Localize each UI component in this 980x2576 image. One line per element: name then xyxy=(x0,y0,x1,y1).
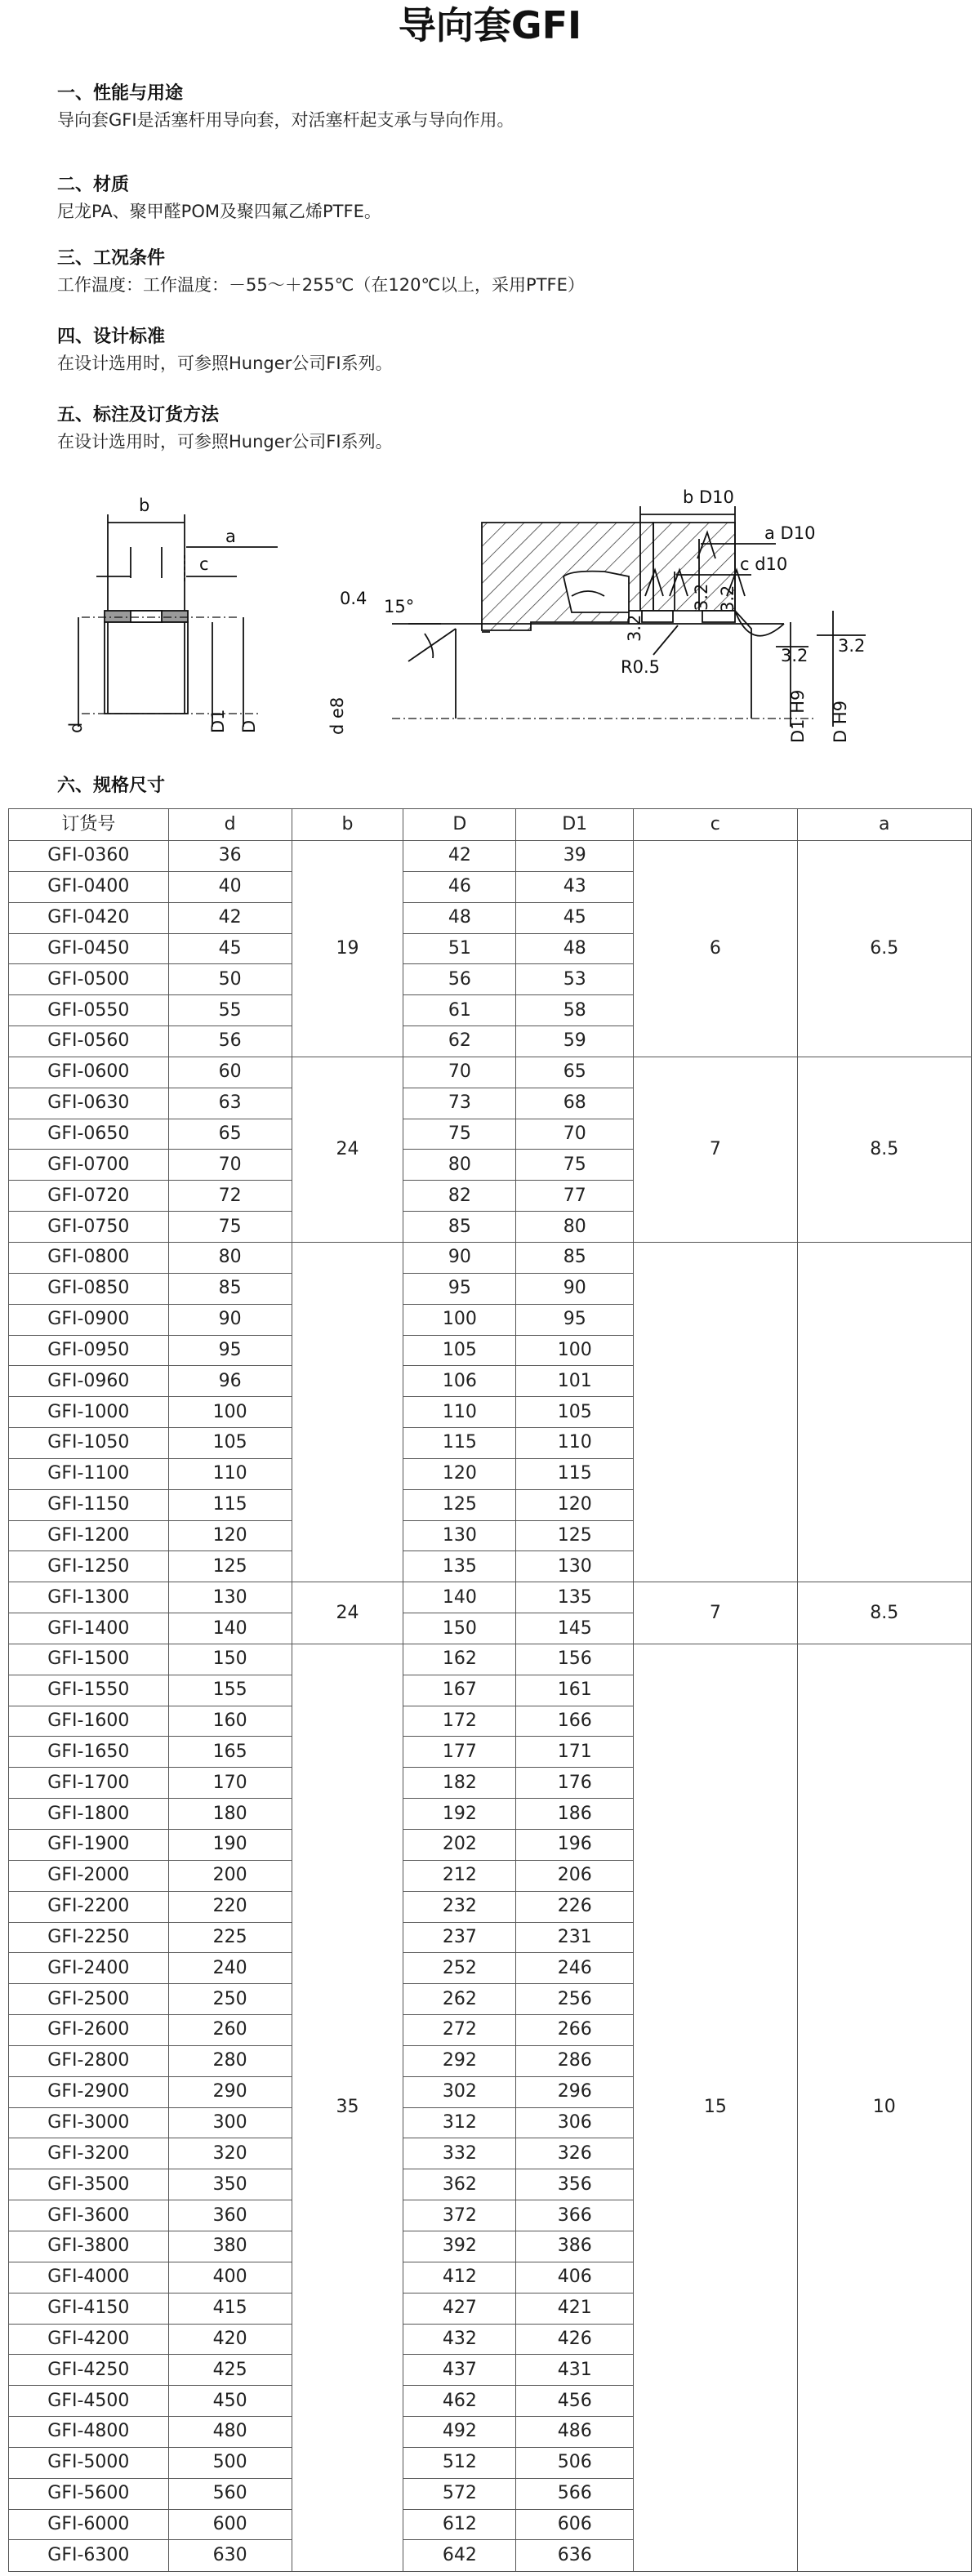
cell-d: 190 xyxy=(168,1830,292,1861)
cell-order-no: GFI-2250 xyxy=(9,1922,169,1953)
cell-D: 177 xyxy=(403,1737,516,1768)
cell-order-no: GFI-1300 xyxy=(9,1582,169,1613)
cell-D: 130 xyxy=(403,1520,516,1551)
cell-d: 36 xyxy=(168,841,292,872)
cell-D1: 70 xyxy=(516,1119,634,1150)
cell-d: 140 xyxy=(168,1613,292,1644)
section-text: 尼龙PA、聚甲醛POM及聚四氟乙烯PTFE。 xyxy=(57,202,381,221)
cell-D1: 65 xyxy=(516,1057,634,1088)
cell-d: 45 xyxy=(168,933,292,964)
cell-order-no: GFI-0400 xyxy=(9,871,169,902)
cell-order-no: GFI-3600 xyxy=(9,2200,169,2231)
spec-table xyxy=(8,808,972,2572)
cell-D: 90 xyxy=(403,1242,516,1273)
cell-d: 40 xyxy=(168,871,292,902)
cell-D: 272 xyxy=(403,2015,516,2046)
label-roughness-3: 3.2 xyxy=(718,585,737,612)
cell-d: 80 xyxy=(168,1242,292,1273)
cell-D1: 115 xyxy=(516,1458,634,1489)
cell-D1: 90 xyxy=(516,1273,634,1304)
cell-d: 63 xyxy=(168,1088,292,1119)
label-b: b xyxy=(139,496,150,515)
cell-d: 420 xyxy=(168,2324,292,2355)
cell-d: 170 xyxy=(168,1768,292,1799)
cell-d: 360 xyxy=(168,2200,292,2231)
cell-order-no: GFI-1200 xyxy=(9,1520,169,1551)
cell-D1: 145 xyxy=(516,1613,634,1644)
label-bD10: b D10 xyxy=(683,487,734,507)
cell-a xyxy=(797,1242,971,1582)
cell-D1: 296 xyxy=(516,2076,634,2107)
label-0.4: 0.4 xyxy=(340,589,368,608)
cell-D: 427 xyxy=(403,2293,516,2324)
cell-order-no: GFI-1600 xyxy=(9,1706,169,1737)
cell-b: 24 xyxy=(292,1057,403,1242)
cell-order-no: GFI-1650 xyxy=(9,1737,169,1768)
col-header-b: b xyxy=(292,809,403,841)
cell-order-no: GFI-0500 xyxy=(9,964,169,995)
col-header-a: a xyxy=(797,809,971,841)
cell-D: 135 xyxy=(403,1551,516,1582)
cell-D: 392 xyxy=(403,2231,516,2262)
cell-d: 130 xyxy=(168,1582,292,1613)
section-heading: 三、工况条件 xyxy=(57,248,166,269)
cell-D: 312 xyxy=(403,2107,516,2138)
col-header-D: D xyxy=(403,809,516,841)
section-standard xyxy=(57,325,956,376)
label-a: a xyxy=(225,527,236,546)
cell-D1: 386 xyxy=(516,2231,634,2262)
cell-D1: 636 xyxy=(516,2540,634,2572)
cell-D: 100 xyxy=(403,1304,516,1335)
label-roughness-1: 3.2 xyxy=(625,614,644,642)
cell-d: 96 xyxy=(168,1366,292,1397)
cell-D: 192 xyxy=(403,1799,516,1830)
page-title: 导向套GFI xyxy=(398,3,582,47)
cell-D: 73 xyxy=(403,1088,516,1119)
cell-order-no: GFI-1700 xyxy=(9,1768,169,1799)
cell-D: 262 xyxy=(403,1984,516,2015)
cell-D: 362 xyxy=(403,2169,516,2200)
cell-D1: 85 xyxy=(516,1242,634,1273)
cell-D1: 266 xyxy=(516,2015,634,2046)
cell-d: 350 xyxy=(168,2169,292,2200)
section-heading: 五、标注及订货方法 xyxy=(57,405,220,425)
cell-D: 462 xyxy=(403,2386,516,2417)
cell-D: 75 xyxy=(403,1119,516,1150)
cell-order-no: GFI-2000 xyxy=(9,1860,169,1891)
cell-D: 232 xyxy=(403,1891,516,1922)
cell-d: 480 xyxy=(168,2417,292,2448)
cell-D: 437 xyxy=(403,2355,516,2386)
cell-c xyxy=(634,1242,797,1582)
cell-order-no: GFI-0720 xyxy=(9,1181,169,1212)
cell-order-no: GFI-0450 xyxy=(9,933,169,964)
cell-d: 50 xyxy=(168,964,292,995)
cell-order-no: GFI-1500 xyxy=(9,1644,169,1675)
cell-d: 85 xyxy=(168,1273,292,1304)
cell-D1: 135 xyxy=(516,1582,634,1613)
cell-D: 432 xyxy=(403,2324,516,2355)
cell-order-no: GFI-2900 xyxy=(9,2076,169,2107)
section-material xyxy=(57,173,956,224)
cell-d: 280 xyxy=(168,2045,292,2076)
cell-d: 240 xyxy=(168,1953,292,1984)
cell-b: 24 xyxy=(292,1582,403,1644)
cell-order-no: GFI-0600 xyxy=(9,1057,169,1088)
cell-D1: 206 xyxy=(516,1860,634,1891)
cell-D: 51 xyxy=(403,933,516,964)
table-row xyxy=(9,1057,972,1088)
cell-d: 180 xyxy=(168,1799,292,1830)
cell-order-no: GFI-2800 xyxy=(9,2045,169,2076)
cell-a: 10 xyxy=(797,1644,971,2571)
cell-D: 48 xyxy=(403,902,516,933)
cell-D1: 196 xyxy=(516,1830,634,1861)
cell-d: 300 xyxy=(168,2107,292,2138)
cell-D1: 186 xyxy=(516,1799,634,1830)
cell-d: 425 xyxy=(168,2355,292,2386)
cell-D1: 130 xyxy=(516,1551,634,1582)
cell-order-no: GFI-1550 xyxy=(9,1675,169,1706)
cell-order-no: GFI-3500 xyxy=(9,2169,169,2200)
col-header-d: d xyxy=(168,809,292,841)
cell-D: 62 xyxy=(403,1026,516,1057)
cell-D: 172 xyxy=(403,1706,516,1737)
cell-D1: 286 xyxy=(516,2045,634,2076)
cell-D: 372 xyxy=(403,2200,516,2231)
cell-d: 260 xyxy=(168,2015,292,2046)
cell-order-no: GFI-3200 xyxy=(9,2138,169,2169)
cell-order-no: GFI-2400 xyxy=(9,1953,169,1984)
cell-D1: 53 xyxy=(516,964,634,995)
cell-order-no: GFI-1150 xyxy=(9,1489,169,1520)
cell-d: 600 xyxy=(168,2509,292,2540)
cell-D1: 426 xyxy=(516,2324,634,2355)
cell-d: 150 xyxy=(168,1644,292,1675)
cell-D1: 110 xyxy=(516,1428,634,1459)
cell-D: 82 xyxy=(403,1181,516,1212)
cell-order-no: GFI-2600 xyxy=(9,2015,169,2046)
label-DH9: D H9 xyxy=(831,701,850,743)
cell-D: 106 xyxy=(403,1366,516,1397)
cell-d: 110 xyxy=(168,1458,292,1489)
label-D1: D1 xyxy=(208,709,228,733)
cell-D1: 125 xyxy=(516,1520,634,1551)
cell-order-no: GFI-4800 xyxy=(9,2417,169,2448)
cell-a: 8.5 xyxy=(797,1057,971,1242)
cell-b: 19 xyxy=(292,841,403,1057)
cell-d: 160 xyxy=(168,1706,292,1737)
section-text: 导向套GFI是活塞杆用导向套，对活塞杆起支承与导向作用。 xyxy=(57,110,514,130)
cell-d: 55 xyxy=(168,995,292,1026)
cell-D1: 171 xyxy=(516,1737,634,1768)
cell-d: 105 xyxy=(168,1428,292,1459)
cell-D: 612 xyxy=(403,2509,516,2540)
cell-c: 7 xyxy=(634,1057,797,1242)
cell-D1: 306 xyxy=(516,2107,634,2138)
cell-d: 100 xyxy=(168,1397,292,1428)
cell-D: 120 xyxy=(403,1458,516,1489)
cell-D1: 566 xyxy=(516,2478,634,2509)
section-heading: 一、性能与用途 xyxy=(57,83,184,104)
cell-D1: 39 xyxy=(516,841,634,872)
cell-b xyxy=(292,1242,403,1582)
cell-d: 75 xyxy=(168,1212,292,1243)
section-usage xyxy=(57,82,956,132)
cell-D1: 176 xyxy=(516,1768,634,1799)
cell-D1: 421 xyxy=(516,2293,634,2324)
cell-c: 15 xyxy=(634,1644,797,2571)
cell-a: 8.5 xyxy=(797,1582,971,1644)
cell-D: 182 xyxy=(403,1768,516,1799)
section-ordering xyxy=(57,403,956,454)
cell-D: 125 xyxy=(403,1489,516,1520)
cell-D: 572 xyxy=(403,2478,516,2509)
cell-order-no: GFI-1000 xyxy=(9,1397,169,1428)
cell-order-no: GFI-0900 xyxy=(9,1304,169,1335)
cell-D1: 59 xyxy=(516,1026,634,1057)
cell-D1: 58 xyxy=(516,995,634,1026)
label-D1H9: D1 H9 xyxy=(788,689,808,743)
cell-order-no: GFI-0800 xyxy=(9,1242,169,1273)
label-roughness-4: 3.2 xyxy=(781,646,808,665)
cell-d: 42 xyxy=(168,902,292,933)
label-roughness-5: 3.2 xyxy=(838,636,866,656)
table-row xyxy=(9,841,972,872)
cell-D: 61 xyxy=(403,995,516,1026)
cell-d: 95 xyxy=(168,1335,292,1366)
cell-D: 302 xyxy=(403,2076,516,2107)
cell-order-no: GFI-2500 xyxy=(9,1984,169,2015)
cell-D1: 120 xyxy=(516,1489,634,1520)
table-header-row xyxy=(9,809,972,841)
cell-D1: 68 xyxy=(516,1088,634,1119)
cell-order-no: GFI-3800 xyxy=(9,2231,169,2262)
left-section-drawing xyxy=(78,514,278,727)
cell-D1: 231 xyxy=(516,1922,634,1953)
cell-D: 150 xyxy=(403,1613,516,1644)
cell-order-no: GFI-4200 xyxy=(9,2324,169,2355)
cell-d: 200 xyxy=(168,1860,292,1891)
col-header-c: c xyxy=(634,809,797,841)
cell-c: 7 xyxy=(634,1582,797,1644)
cell-D: 412 xyxy=(403,2262,516,2293)
cell-d: 290 xyxy=(168,2076,292,2107)
cell-D1: 486 xyxy=(516,2417,634,2448)
section-text: 在设计选用时，可参照Hunger公司FI系列。 xyxy=(57,354,393,373)
cell-d: 320 xyxy=(168,2138,292,2169)
section-heading: 二、材质 xyxy=(57,175,130,195)
label-cd10: c d10 xyxy=(740,554,788,574)
cell-order-no: GFI-0950 xyxy=(9,1335,169,1366)
cell-D: 110 xyxy=(403,1397,516,1428)
cell-D1: 256 xyxy=(516,1984,634,2015)
label-de8: d e8 xyxy=(327,696,347,735)
cell-order-no: GFI-0650 xyxy=(9,1119,169,1150)
cell-order-no: GFI-1400 xyxy=(9,1613,169,1644)
cell-D: 167 xyxy=(403,1675,516,1706)
cell-d: 220 xyxy=(168,1891,292,1922)
cell-D1: 356 xyxy=(516,2169,634,2200)
label-D: D xyxy=(239,719,259,733)
cell-D1: 431 xyxy=(516,2355,634,2386)
cell-order-no: GFI-0700 xyxy=(9,1150,169,1181)
cell-order-no: GFI-1250 xyxy=(9,1551,169,1582)
label-R0.5: R0.5 xyxy=(621,657,660,677)
cell-D1: 77 xyxy=(516,1181,634,1212)
label-aD10: a D10 xyxy=(764,523,816,543)
cell-d: 380 xyxy=(168,2231,292,2262)
cell-d: 630 xyxy=(168,2540,292,2572)
cell-D1: 48 xyxy=(516,933,634,964)
cell-D1: 166 xyxy=(516,1706,634,1737)
cell-b: 35 xyxy=(292,1644,403,2571)
cell-D1: 406 xyxy=(516,2262,634,2293)
cell-D1: 95 xyxy=(516,1304,634,1335)
cell-order-no: GFI-4000 xyxy=(9,2262,169,2293)
technical-drawing xyxy=(0,474,980,751)
cell-D: 512 xyxy=(403,2447,516,2478)
cell-d: 250 xyxy=(168,1984,292,2015)
cell-D: 46 xyxy=(403,871,516,902)
cell-c: 6 xyxy=(634,841,797,1057)
cell-D1: 101 xyxy=(516,1366,634,1397)
cell-d: 560 xyxy=(168,2478,292,2509)
cell-order-no: GFI-0560 xyxy=(9,1026,169,1057)
cell-order-no: GFI-1900 xyxy=(9,1830,169,1861)
cell-D1: 326 xyxy=(516,2138,634,2169)
spec-title: 六、规格尺寸 xyxy=(57,776,166,796)
cell-D1: 100 xyxy=(516,1335,634,1366)
cell-d: 165 xyxy=(168,1737,292,1768)
cell-D: 292 xyxy=(403,2045,516,2076)
cell-order-no: GFI-1100 xyxy=(9,1458,169,1489)
cell-order-no: GFI-4500 xyxy=(9,2386,169,2417)
cell-D: 202 xyxy=(403,1830,516,1861)
cell-order-no: GFI-1050 xyxy=(9,1428,169,1459)
col-header-D1: D1 xyxy=(516,809,634,841)
section-text: 在设计选用时，可参照Hunger公司FI系列。 xyxy=(57,432,393,452)
cell-order-no: GFI-0850 xyxy=(9,1273,169,1304)
cell-order-no: GFI-5600 xyxy=(9,2478,169,2509)
cell-d: 90 xyxy=(168,1304,292,1335)
cell-D: 105 xyxy=(403,1335,516,1366)
cell-D1: 606 xyxy=(516,2509,634,2540)
cell-D: 237 xyxy=(403,1922,516,1953)
cell-d: 120 xyxy=(168,1520,292,1551)
cell-D: 492 xyxy=(403,2417,516,2448)
cell-D1: 105 xyxy=(516,1397,634,1428)
cell-D: 162 xyxy=(403,1644,516,1675)
cell-D: 80 xyxy=(403,1150,516,1181)
cell-d: 65 xyxy=(168,1119,292,1150)
col-header-order-no: 订货号 xyxy=(9,809,169,841)
section-heading: 四、设计标准 xyxy=(57,327,166,347)
cell-a: 6.5 xyxy=(797,841,971,1057)
cell-d: 225 xyxy=(168,1922,292,1953)
cell-order-no: GFI-0960 xyxy=(9,1366,169,1397)
cell-D1: 80 xyxy=(516,1212,634,1243)
cell-D: 332 xyxy=(403,2138,516,2169)
table-row xyxy=(9,1582,972,1613)
cell-D1: 456 xyxy=(516,2386,634,2417)
cell-order-no: GFI-4150 xyxy=(9,2293,169,2324)
cell-d: 400 xyxy=(168,2262,292,2293)
section-text: 工作温度：工作温度：－55～＋255℃（在120℃以上，采用PTFE） xyxy=(57,275,585,295)
cell-D1: 161 xyxy=(516,1675,634,1706)
cell-order-no: GFI-0420 xyxy=(9,902,169,933)
cell-D1: 75 xyxy=(516,1150,634,1181)
label-roughness-2: 3.2 xyxy=(692,583,711,611)
cell-d: 60 xyxy=(168,1057,292,1088)
cell-D: 95 xyxy=(403,1273,516,1304)
cell-D: 212 xyxy=(403,1860,516,1891)
cell-d: 72 xyxy=(168,1181,292,1212)
cell-d: 56 xyxy=(168,1026,292,1057)
table-row xyxy=(9,1242,972,1273)
cell-D: 115 xyxy=(403,1428,516,1459)
cell-D: 70 xyxy=(403,1057,516,1088)
label-c: c xyxy=(199,554,209,574)
cell-order-no: GFI-0630 xyxy=(9,1088,169,1119)
cell-order-no: GFI-0550 xyxy=(9,995,169,1026)
cell-D: 85 xyxy=(403,1212,516,1243)
cell-order-no: GFI-0360 xyxy=(9,841,169,872)
cell-D1: 506 xyxy=(516,2447,634,2478)
cell-D1: 366 xyxy=(516,2200,634,2231)
label-d: d xyxy=(66,722,86,733)
cell-order-no: GFI-6000 xyxy=(9,2509,169,2540)
cell-order-no: GFI-4250 xyxy=(9,2355,169,2386)
cell-D1: 246 xyxy=(516,1953,634,1984)
cell-d: 500 xyxy=(168,2447,292,2478)
cell-D1: 43 xyxy=(516,871,634,902)
cell-D: 252 xyxy=(403,1953,516,1984)
cell-D: 642 xyxy=(403,2540,516,2572)
cell-D: 140 xyxy=(403,1582,516,1613)
cell-D: 56 xyxy=(403,964,516,995)
cell-order-no: GFI-5000 xyxy=(9,2447,169,2478)
cell-order-no: GFI-2200 xyxy=(9,1891,169,1922)
cell-d: 125 xyxy=(168,1551,292,1582)
cell-d: 415 xyxy=(168,2293,292,2324)
label-15deg: 15° xyxy=(384,597,415,616)
cell-order-no: GFI-0750 xyxy=(9,1212,169,1243)
cell-d: 70 xyxy=(168,1150,292,1181)
section-conditions xyxy=(57,247,956,297)
cell-D1: 45 xyxy=(516,902,634,933)
cell-order-no: GFI-6300 xyxy=(9,2540,169,2572)
cell-D1: 226 xyxy=(516,1891,634,1922)
table-row xyxy=(9,1644,972,1675)
cell-order-no: GFI-1800 xyxy=(9,1799,169,1830)
cell-order-no: GFI-3000 xyxy=(9,2107,169,2138)
cell-D1: 156 xyxy=(516,1644,634,1675)
cell-d: 115 xyxy=(168,1489,292,1520)
cell-d: 450 xyxy=(168,2386,292,2417)
cell-D: 42 xyxy=(403,841,516,872)
cell-d: 155 xyxy=(168,1675,292,1706)
